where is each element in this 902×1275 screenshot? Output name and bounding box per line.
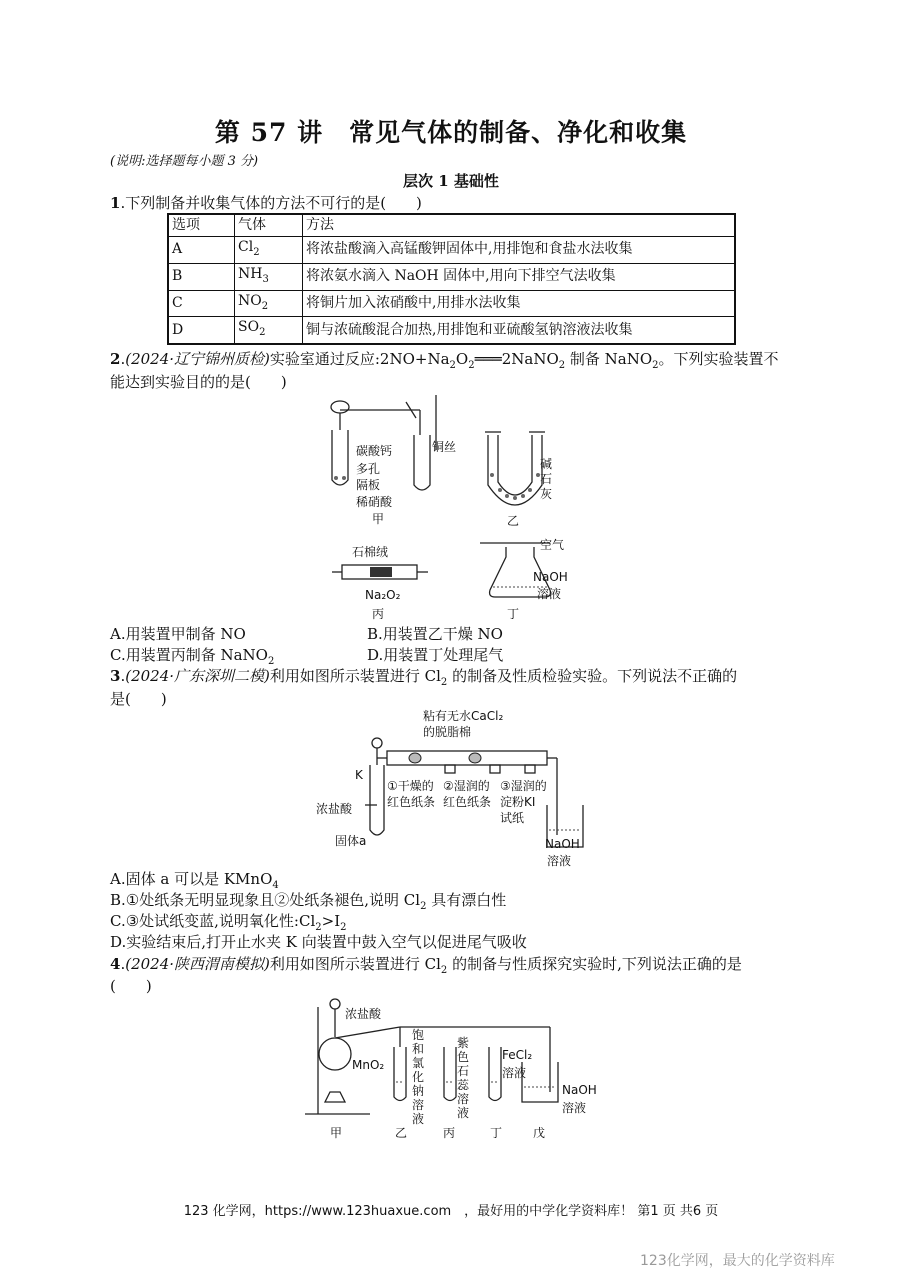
label-site-2b: 红色纸条 (443, 795, 492, 809)
label-site-1b: 红色纸条 (387, 795, 436, 809)
table-row (168, 290, 735, 317)
label-site-3b: 淀粉KI (500, 795, 536, 809)
row-method: 将浓盐酸滴入高锰酸钾固体中,用排饱和食盐水法收集 (303, 237, 736, 264)
row-option: B (168, 263, 235, 290)
label-litmus: 紫 色 石 蕊 溶 液 (457, 1036, 470, 1120)
row-option: C (168, 290, 235, 317)
label-caco3: 碳酸钙 (356, 444, 393, 458)
label-site-2a: ②湿润的 (443, 779, 490, 793)
label-site-3a: ③湿润的 (500, 779, 547, 793)
label-ding: 丁 (490, 1126, 503, 1140)
question-2-stem: 2.(2024·辽宁锦州质检)实验室通过反应$:2NO+Na_2O_2═══2NaNO_2$ 制备 NaNO$_2$。下列实验装置不 (110, 350, 779, 371)
row-gas: $SO_2$ (235, 317, 303, 344)
header-method: 方法 (303, 214, 736, 237)
label-naoh-2: 溶液 (547, 854, 572, 868)
table-header-row (168, 214, 735, 237)
label-conc-hcl: 浓盐酸 (316, 802, 353, 816)
label-naoh-1: NaOH (545, 837, 580, 851)
q3-choice-d[interactable]: D.实验结束后,打开止水夹 K 向装置中鼓入空气以促进尾气吸收 (110, 933, 527, 951)
page-footer: 123 化学网，https://www.123huaxue.com ，最好用的中学化学资料库！ 第1 页 共6 页 (183, 1204, 719, 1219)
label-saturated-nacl: 饱 和 氯 化 钠 溶 液 (412, 1028, 425, 1126)
label-bing: 丙 (372, 607, 385, 621)
question-2-stem-cont: 能达到实验目的的是( ) (110, 373, 287, 391)
label-jia: 甲 (330, 1126, 343, 1140)
header-gas: 气体 (235, 214, 303, 237)
question-3-stem-cont: 是( ) (110, 690, 167, 708)
label-yi: 乙 (395, 1126, 408, 1140)
label-fecl2-1: FeCl₂ (502, 1048, 533, 1062)
label-cacl2-cotton-2: 的脱脂棉 (423, 725, 472, 739)
table-row (168, 263, 735, 290)
label-dilute-hno3: 稀硝酸 (356, 495, 393, 509)
label-ding: 丁 (507, 607, 520, 621)
question-1-table (167, 213, 736, 345)
q2-choice-c[interactable]: C.用装置丙制备 NaNO$_2$ (110, 646, 275, 667)
q3-choice-a[interactable]: A.固体 a 可以是 KMnO$_4$ (110, 870, 279, 891)
label-naoh-1: NaOH (533, 570, 568, 584)
watermark: 123化学网，最大的化学资料库 (640, 1253, 835, 1269)
row-method: 将铜片加入浓硝酸中,用排水法收集 (303, 290, 736, 317)
label-soda-lime-3: 灰 (540, 487, 553, 501)
label-mno2: MnO₂ (352, 1058, 385, 1072)
label-bing: 丙 (443, 1126, 456, 1140)
q2-choice-d[interactable]: D.用装置丁处理尾气 (367, 646, 504, 664)
row-option: A (168, 237, 235, 264)
label-solid-a: 固体a (335, 834, 367, 848)
label-air: 空气 (540, 538, 565, 552)
table-row (168, 317, 735, 344)
scoring-note: (说明:选择题每小题 3 分) (110, 154, 259, 169)
q3-choice-c[interactable]: C.③处试纸变蓝,说明氧化性$:Cl_2>I_2$ (110, 912, 347, 933)
label-copper-wire: 铜丝 (432, 440, 457, 454)
row-method: 铜与浓硫酸混合加热,用排饱和亚硫酸氢钠溶液法收集 (303, 317, 736, 344)
label-soda-lime-2: 石 (540, 472, 553, 486)
q2-choice-b[interactable]: B.用装置乙干燥 NO (367, 625, 503, 643)
label-site-3c: 试纸 (500, 811, 525, 825)
label-k: K (355, 768, 363, 782)
section-heading: 层次 1 基础性 (403, 172, 499, 190)
label-jia: 甲 (372, 512, 385, 526)
question-1-stem: 1.下列制备并收集气体的方法不可行的是( ) (110, 194, 422, 212)
question-4-stem-cont: ( ) (110, 977, 152, 995)
question-4-stem: 4.(2024·陕西渭南模拟)利用如图所示装置进行 $Cl_2$ 的制备与性质探究实验时,下列说法正确的是 (110, 955, 742, 976)
label-wu: 戊 (533, 1126, 546, 1140)
header-option: 选项 (168, 214, 235, 237)
page-title: 第 57 讲 常见气体的制备、净化和收集 (214, 118, 688, 147)
label-plate: 隔板 (356, 478, 381, 492)
table-row (168, 237, 735, 264)
label-soda-lime-1: 碱 (540, 457, 553, 471)
label-naoh-1: NaOH (562, 1083, 597, 1097)
label-naoh-2: 溶液 (562, 1101, 587, 1115)
label-naoh-2: 溶液 (537, 587, 562, 601)
label-yi: 乙 (507, 514, 520, 528)
q3-choice-b[interactable]: B.①处纸条无明显现象且②处纸条褪色,说明 $Cl_2$ 具有漂白性 (110, 891, 507, 912)
label-conc-hcl: 浓盐酸 (345, 1007, 382, 1021)
label-fecl2-2: 溶液 (502, 1066, 527, 1080)
row-option: D (168, 317, 235, 344)
row-gas: $Cl_2$ (235, 237, 303, 264)
q2-choice-a[interactable]: A.用装置甲制备 NO (110, 625, 246, 643)
row-gas: $NO_2$ (235, 290, 303, 317)
label-cacl2-cotton-1: 粘有无水CaCl₂ (423, 709, 504, 723)
label-porous: 多孔 (356, 462, 381, 476)
row-method: 将浓氨水滴入 NaOH 固体中,用向下排空气法收集 (303, 263, 736, 290)
label-asbestos: 石棉绒 (352, 545, 389, 559)
row-gas: $NH_3$ (235, 263, 303, 290)
question-3-stem: 3.(2024·广东深圳二模)利用如图所示装置进行 $Cl_2$ 的制备及性质检验实验。下列说法不正确的 (110, 667, 738, 688)
label-site-1a: ①干燥的 (387, 779, 434, 793)
label-na2o2: Na₂O₂ (365, 588, 401, 602)
